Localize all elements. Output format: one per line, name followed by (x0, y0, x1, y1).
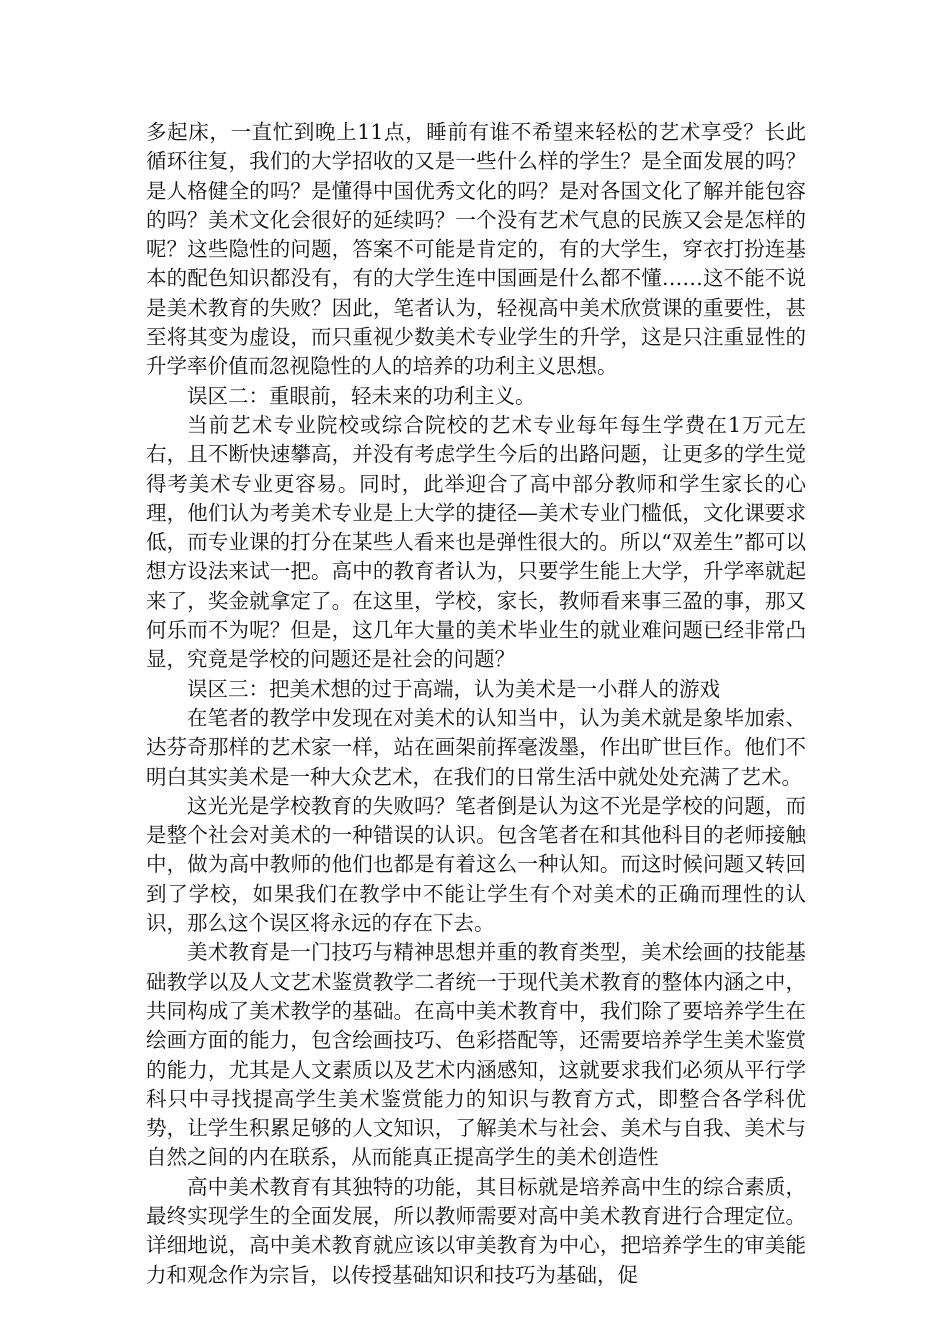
article-body (146, 118, 806, 1290)
section-heading-misconception-2: 误区二：重眼前，轻未来的功利主义。 (187, 383, 536, 408)
paragraph-art-education: 美术教育是一门技巧与精神思想并重的教育类型，美术绘画的技能基础教学以及人文艺术鉴赏教学二者统一于现代美术教育的整体内涵之中，共同构成了美术教学的基础。在高中美术教育中，我们除了要培养学生在绘画方面的能力，包含绘画技巧、色彩搭配等，还需要培养学生美术鉴赏的能力，尤其是人文素质以及艺术内涵感知，这就要求我们必须从平行学科只中寻找提高学生美术鉴赏能力的知识与教育方式，即整合各学科优势，让学生积累足够的人文知识，了解美术与社会、美术与自我、美术与自然之间的内在联系，从而能真正提高学生的美术创造性 (146, 940, 806, 1170)
section-heading-misconception-3: 误区三：把美术想的过于高端，认为美术是一小群人的游戏 (187, 676, 720, 701)
paragraph-tuition: 当前艺术专业院校或综合院校的艺术专业每年每生学费在1万元左右，且不断快速攀高，并没有考虑学生今后的出路问题，让更多的学生觉得考美术专业更容易。同时，此举迎合了高中部分教师和学生家长的心理，他们认为考美术专业是上大学的捷径—美术专业门槛低，文化课要求低，而专业课的打分在某些人看来也是弹性很大的。所以“双差生”都可以想方设法来试一把。高中的教育者认为，只要学生能上大学，升学率就起来了，奖金就拿定了。在这里，学校，家长，教师看来事三盈的事，那又何乐而不为呢？但是，这几年大量的美术毕业生的就业难问题已经非常凸显，究竟是学校的问题还是社会的问题？ (146, 412, 806, 672)
paragraph-continuation: 多起床，一直忙到晚上11点，睡前有谁不希望来轻松的艺术享受？长此循环往复，我们的大学招收的又是一些什么样的学生？是全面发展的吗？是人格健全的吗？是懂得中国优秀文化的吗？是对各国文化了解并能包容的吗？美术文化会很好的延续吗？一个没有艺术气息的民族又会是怎样的呢？这些隐性的问题，答案不可能是肯定的，有的大学生，穿衣打扮连基本的配色知识都没有，有的大学生连中国画是什么都不懂……这不能不说是美术教育的失败？因此，笔者认为，轻视高中美术欣赏课的重要性，甚至将其变为虚设，而只重视少数美术专业学生的升学，这是只注重显性的升学率价值而忽视隐性的人的培养的功利主义思想。 (146, 120, 806, 379)
paragraph-school-failure: 这光光是学校教育的失败吗？笔者倒是认为这不光是学校的问题，而是整个社会对美术的一种错误的认识。包含笔者在和其他科目的老师接触中，做为高中教师的他们也都是有着这么一种认知。而这时候问题又转回到了学校，如果我们在教学中不能让学生有个对美术的正确而理性的认识，那么这个误区将永远的存在下去。 (146, 793, 806, 936)
paragraph-art-perception: 在笔者的教学中发现在对美术的认知当中，认为美术就是象毕加索、达芬奇那样的艺术家一样，站在画架前挥毫泼墨，作出旷世巨作。他们不明白其实美术是一种大众艺术，在我们的日常生活中就处处充满了艺术。 (146, 705, 806, 789)
paragraph-high-school-art: 高中美术教育有其独特的功能，其目标就是培养高中生的综合素质，最终实现学生的全面发展，所以教师需要对高中美术教育进行合理定位。详细地说，高中美术教育就应该以审美教育为中心，把培养学生的审美能力和观念作为宗旨，以传授基础知识和技巧为基础，促 (146, 1174, 806, 1287)
